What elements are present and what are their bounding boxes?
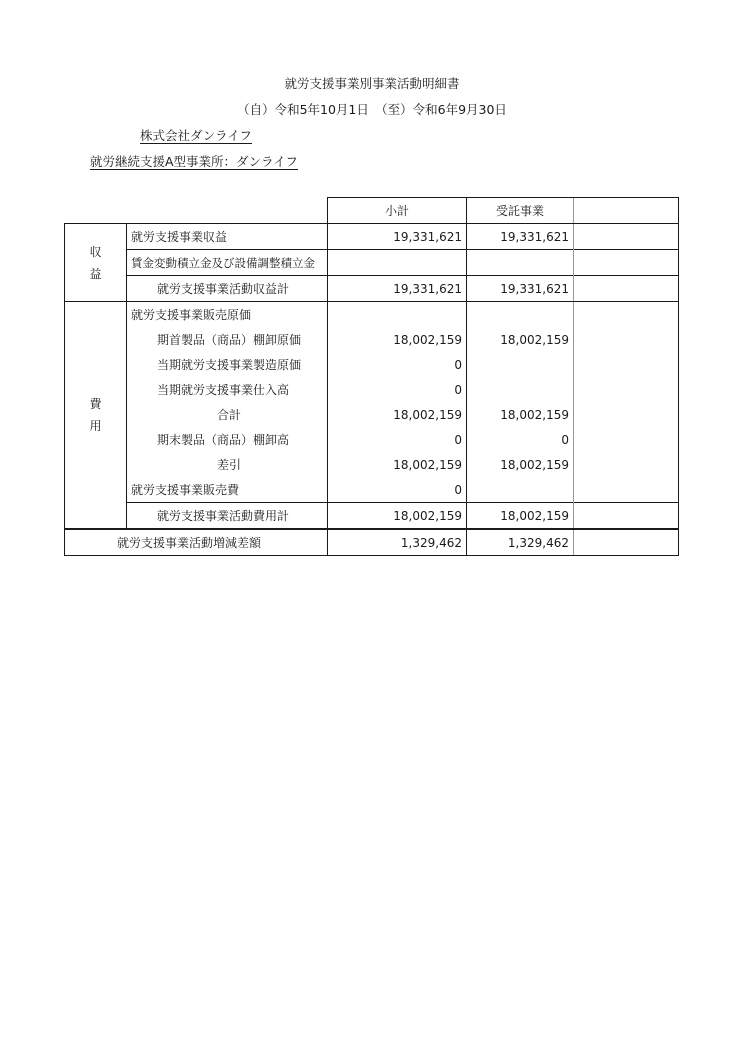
- row-label: 賃金変動積立金及び設備調整積立金: [127, 250, 328, 276]
- subtotal-value: 0: [328, 477, 467, 503]
- table-row: [65, 427, 679, 452]
- fiscal-period: （自）令和5年10月1日 （至）令和6年9月30日: [237, 102, 507, 117]
- subtotal-value: 0: [328, 377, 467, 402]
- contract-value: [467, 352, 574, 377]
- office-name: 就労継続支援A型事業所：ダンライフ: [90, 154, 298, 169]
- contract-value: 0: [467, 427, 574, 452]
- company-name: 株式会社ダンライフ: [140, 128, 252, 143]
- contract-value: 19,331,621: [467, 276, 574, 302]
- column-header-subtotal: 小計: [328, 198, 467, 224]
- column-header-contract: 受託事業: [467, 198, 574, 224]
- subtotal-value: 0: [328, 427, 467, 452]
- activity-statement-table: [64, 197, 679, 556]
- contract-value: [467, 250, 574, 276]
- table-row: [65, 402, 679, 427]
- row-label: 就労支援事業販売費: [127, 477, 328, 503]
- subtotal-value: 18,002,159: [328, 503, 467, 530]
- column-header-blank: [574, 198, 679, 224]
- header-row: [65, 198, 679, 224]
- row-label: 就労支援事業活動収益計: [127, 276, 328, 302]
- contract-value: 19,331,621: [467, 224, 574, 250]
- subtotal-value: 19,331,621: [328, 224, 467, 250]
- table-row: [65, 276, 679, 302]
- row-label: 就労支援事業活動費用計: [127, 503, 328, 530]
- contract-value: [467, 377, 574, 402]
- contract-value: 18,002,159: [467, 327, 574, 352]
- contract-value: 1,329,462: [467, 529, 574, 556]
- table-row: [65, 377, 679, 402]
- table-row: [65, 503, 679, 530]
- row-label: 差引: [127, 452, 328, 477]
- row-label: 期末製品（商品）棚卸高: [127, 427, 328, 452]
- document-title: 就労支援事業別事業活動明細書: [284, 76, 460, 91]
- contract-value: 18,002,159: [467, 452, 574, 477]
- contract-value: 18,002,159: [467, 503, 574, 530]
- table-row: [65, 477, 679, 503]
- table-row: [65, 302, 679, 328]
- subtotal-value: 18,002,159: [328, 402, 467, 427]
- row-label: 就労支援事業収益: [127, 224, 328, 250]
- row-label: 就労支援事業販売原価: [127, 302, 328, 328]
- subtotal-value: [328, 250, 467, 276]
- contract-value: [467, 477, 574, 503]
- table-row: [65, 352, 679, 377]
- table-row: [65, 224, 679, 250]
- subtotal-value: 19,331,621: [328, 276, 467, 302]
- revenue-category-label: 収 益: [65, 224, 127, 302]
- contract-value: 18,002,159: [467, 402, 574, 427]
- row-label: 当期就労支援事業仕入高: [127, 377, 328, 402]
- row-label: 合計: [127, 402, 328, 427]
- subtotal-value: 1,329,462: [328, 529, 467, 556]
- expense-category-label: 費 用: [65, 302, 127, 530]
- subtotal-value: 0: [328, 352, 467, 377]
- subtotal-value: 18,002,159: [328, 327, 467, 352]
- contract-value: [467, 302, 574, 328]
- table-row: [65, 250, 679, 276]
- table-row: [65, 327, 679, 352]
- subtotal-value: 18,002,159: [328, 452, 467, 477]
- subtotal-value: [328, 302, 467, 328]
- table-row: [65, 452, 679, 477]
- row-label: 当期就労支援事業製造原価: [127, 352, 328, 377]
- row-label: 期首製品（商品）棚卸原価: [127, 327, 328, 352]
- row-label: 就労支援事業活動増減差額: [65, 529, 328, 556]
- net-change-row: [65, 529, 679, 556]
